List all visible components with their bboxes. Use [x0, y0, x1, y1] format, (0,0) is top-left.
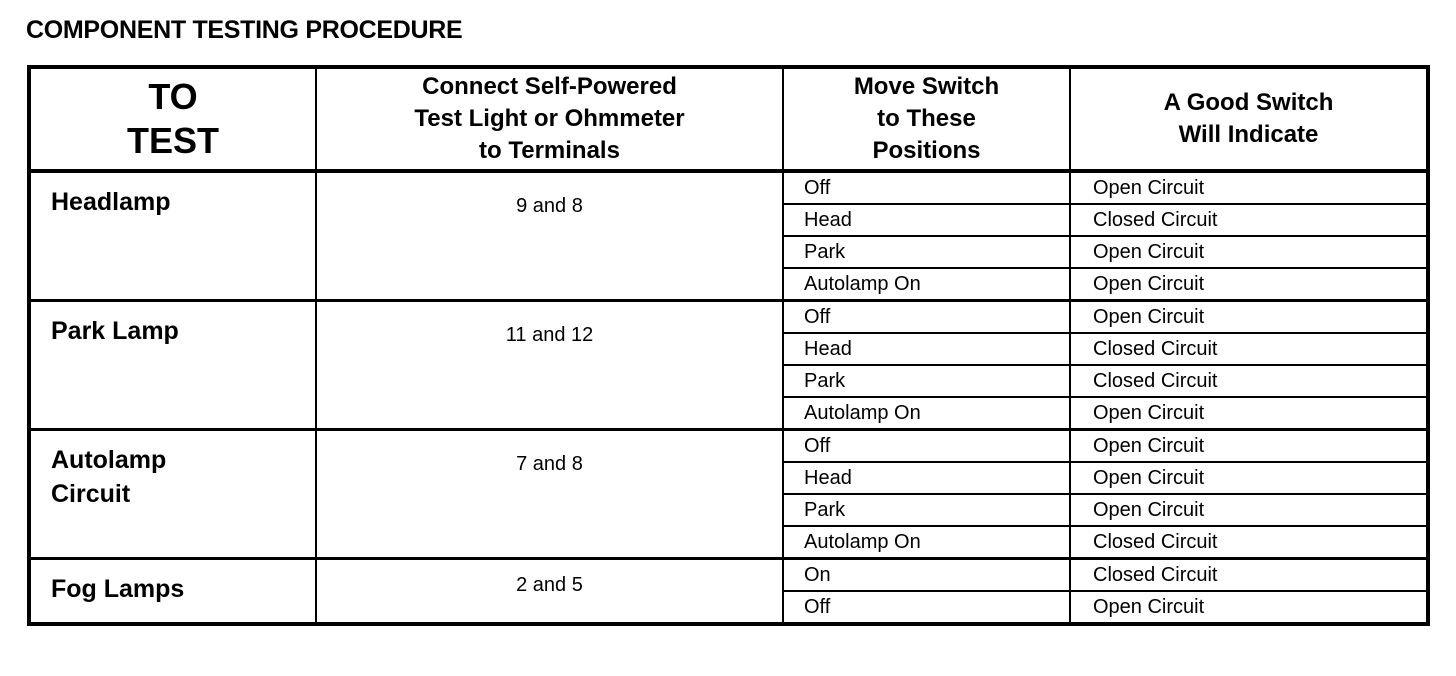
table-row	[29, 171, 1428, 204]
header-move-switch: Move Switch to These Positions	[783, 67, 1070, 171]
indication-value: Closed Circuit	[1070, 204, 1428, 236]
indication-value: Closed Circuit	[1070, 365, 1428, 397]
indication-value: Open Circuit	[1070, 430, 1428, 463]
component-name: Headlamp	[29, 171, 316, 301]
switch-position: Park	[783, 494, 1070, 526]
terminals-value: 2 and 5	[316, 559, 783, 625]
switch-position: Autolamp On	[783, 268, 1070, 301]
indication-value: Closed Circuit	[1070, 526, 1428, 559]
component-name: Park Lamp	[29, 301, 316, 430]
document-title: COMPONENT TESTING PROCEDURE	[26, 16, 463, 44]
switch-position: Head	[783, 204, 1070, 236]
switch-position: Off	[783, 430, 1070, 463]
terminals-value: 7 and 8	[316, 430, 783, 559]
component-name: Fog Lamps	[29, 559, 316, 625]
header-connect-terminals: Connect Self-Powered Test Light or Ohmmeter to Terminals	[316, 67, 783, 171]
table-row	[29, 430, 1428, 463]
switch-position: Park	[783, 236, 1070, 268]
indication-value: Open Circuit	[1070, 301, 1428, 334]
terminals-value: 11 and 12	[316, 301, 783, 430]
table-row	[29, 301, 1428, 334]
switch-position: Head	[783, 462, 1070, 494]
switch-position: Off	[783, 301, 1070, 334]
switch-position: Head	[783, 333, 1070, 365]
switch-position: Off	[783, 591, 1070, 624]
header-good-switch: A Good Switch Will Indicate	[1070, 67, 1428, 171]
indication-value: Open Circuit	[1070, 236, 1428, 268]
indication-value: Open Circuit	[1070, 494, 1428, 526]
header-to-test: TO TEST	[29, 67, 316, 171]
header-row	[29, 67, 1428, 171]
switch-position: Autolamp On	[783, 397, 1070, 430]
terminals-value: 9 and 8	[316, 171, 783, 301]
indication-value: Open Circuit	[1070, 462, 1428, 494]
component-testing-table	[27, 65, 1430, 626]
indication-value: Closed Circuit	[1070, 333, 1428, 365]
table-row	[29, 559, 1428, 592]
indication-value: Open Circuit	[1070, 591, 1428, 624]
component-name: Autolamp Circuit	[29, 430, 316, 559]
indication-value: Open Circuit	[1070, 268, 1428, 301]
indication-value: Open Circuit	[1070, 397, 1428, 430]
switch-position: Park	[783, 365, 1070, 397]
indication-value: Open Circuit	[1070, 171, 1428, 204]
switch-position: On	[783, 559, 1070, 592]
switch-position: Autolamp On	[783, 526, 1070, 559]
switch-position: Off	[783, 171, 1070, 204]
indication-value: Closed Circuit	[1070, 559, 1428, 592]
